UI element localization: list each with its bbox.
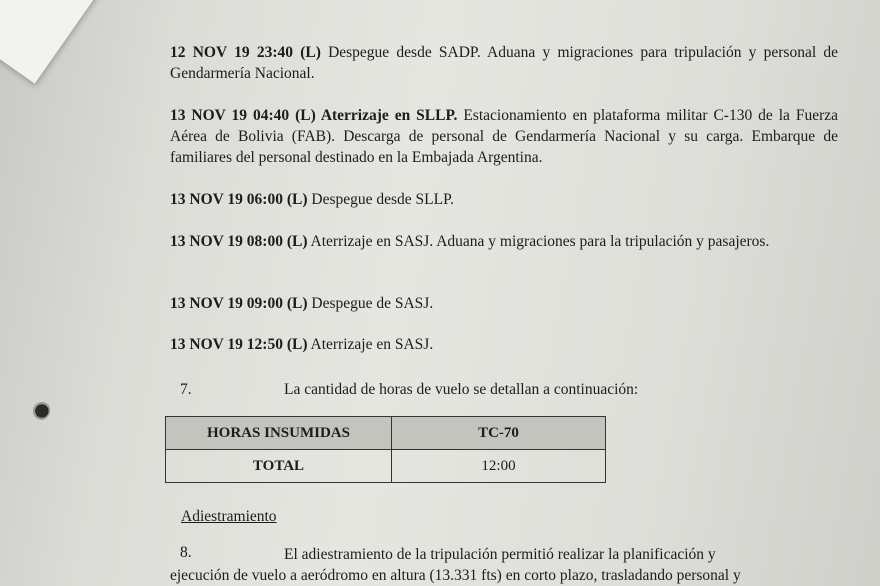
- entry-1-text: Despegue desde SADP. Aduana y migraciones para tripulación y personal de Gendarmería Nacional.: [170, 44, 838, 82]
- entry-1: [170, 42, 838, 84]
- entry-1-stamp: 12 NOV 19 23:40 (L): [170, 44, 321, 61]
- header-cell-hours: HORAS INSUMIDAS: [166, 417, 392, 450]
- entry-6: [170, 334, 838, 355]
- entry-5-stamp: 13 NOV 19 09:00 (L): [170, 295, 308, 312]
- entry-2-stamp: 13 NOV 19 04:40 (L) Aterrizaje en SLLP.: [170, 107, 458, 124]
- entry-3-text: Despegue desde SLLP.: [307, 191, 454, 208]
- section-8-line-2: ejecución de vuelo a aeródromo en altura (13.331 fts) en corto plazo, trasladando personal y: [170, 567, 741, 584]
- table-row: [166, 450, 606, 483]
- entry-2-text: Estacionamiento en plataforma militar C-130 de la Fuerza Aérea de Bolivia (FAB). Descarga de personal de Gendarmería Nacional y su carga. Embarque de familiares del personal destinado en la Embajada Argentina.: [170, 107, 839, 166]
- flight-hours-table: [165, 416, 606, 483]
- section-8-line-1: El adiestramiento de la tripulación permitió realizar la planificación y: [284, 546, 716, 563]
- section-heading: Adiestramiento: [181, 508, 277, 525]
- entry-6-stamp: 13 NOV 19 12:50 (L): [170, 336, 308, 353]
- header-cell-aircraft: TC-70: [392, 417, 606, 450]
- total-label-cell: TOTAL: [166, 450, 392, 483]
- section-7-number: 7.: [180, 381, 192, 398]
- table-header-row: [166, 417, 606, 450]
- entry-3: [170, 189, 838, 210]
- entry-5: [170, 293, 838, 314]
- entry-2: [170, 105, 838, 168]
- total-value-cell: 12:00: [392, 450, 606, 483]
- entry-6-text: Aterrizaje en SASJ.: [307, 336, 434, 353]
- entry-3-stamp: 13 NOV 19 06:00 (L): [170, 191, 308, 208]
- punch-hole: [32, 400, 50, 420]
- entry-4: [170, 231, 838, 252]
- entry-5-text: Despegue de SASJ.: [307, 295, 434, 312]
- entry-4-text: Aterrizaje en SASJ. Aduana y migraciones para la tripulación y pasajeros.: [307, 233, 770, 250]
- entry-4-stamp: 13 NOV 19 08:00 (L): [170, 233, 308, 250]
- section-7-text: La cantidad de horas de vuelo se detallan a continuación:: [284, 381, 639, 398]
- section-8-number: 8.: [180, 544, 192, 561]
- paper-corner: [0, 0, 104, 84]
